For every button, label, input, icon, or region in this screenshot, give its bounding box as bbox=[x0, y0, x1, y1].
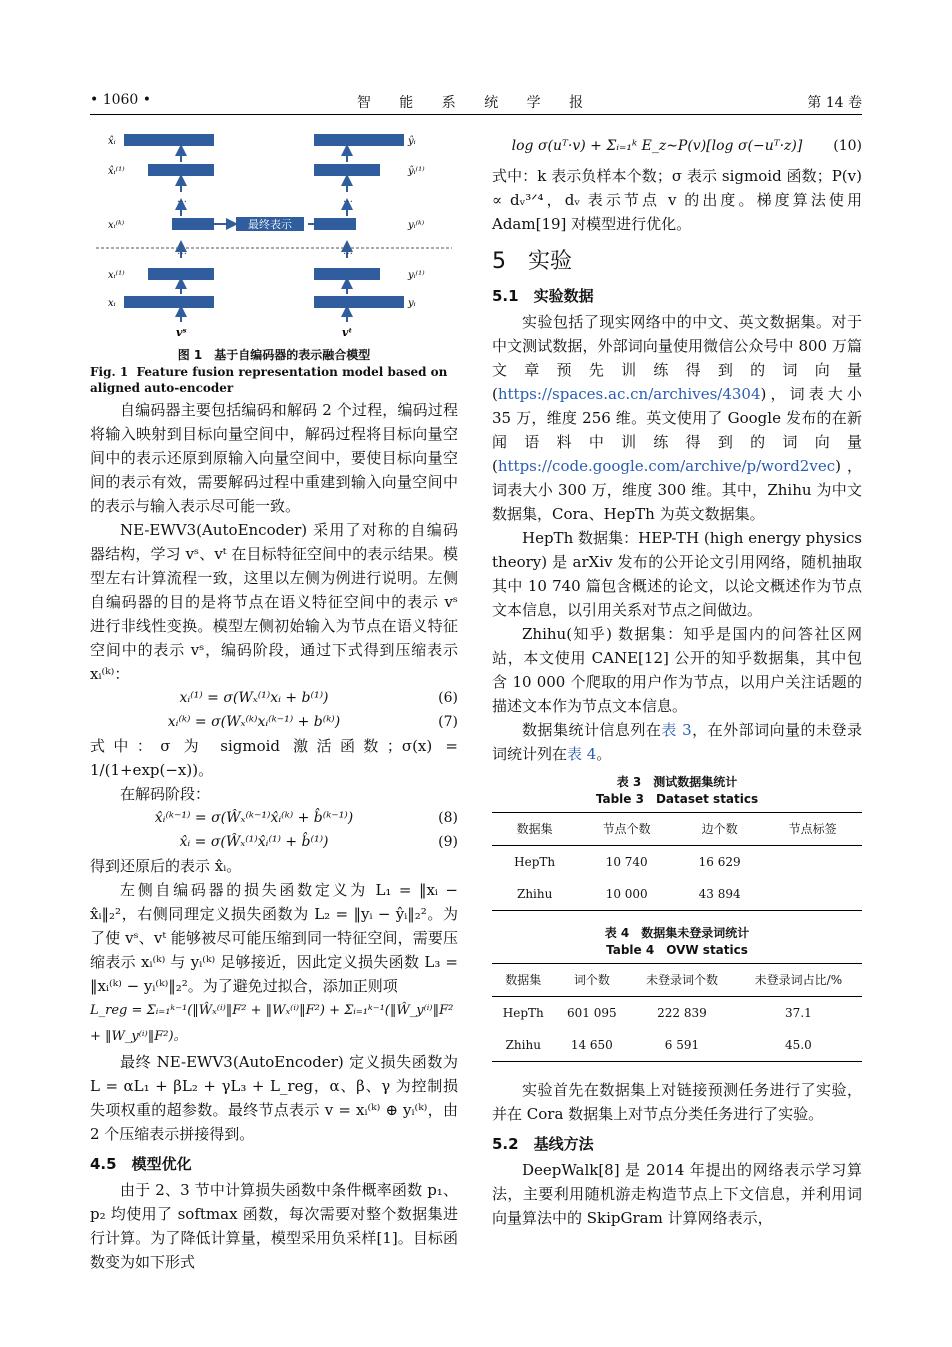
label-right-2: yᵢ⁽ᵏ⁾ bbox=[408, 220, 425, 231]
equation-6 bbox=[90, 686, 458, 710]
page-header bbox=[90, 92, 862, 110]
label-left-3: xᵢ⁽¹⁾ bbox=[108, 270, 125, 281]
left-column bbox=[90, 346, 458, 1274]
volume-label: 第 14 卷 bbox=[807, 95, 862, 111]
table-header: 边个数 bbox=[676, 813, 763, 846]
table-header: 词个数 bbox=[555, 964, 630, 997]
equation-text: x̂ᵢ = σ(Ŵₓ⁽¹⁾x̂ᵢ⁽¹⁾ + b̂⁽¹⁾) bbox=[179, 834, 329, 850]
header-rule bbox=[90, 114, 862, 115]
table-header-row bbox=[492, 964, 862, 997]
table-4-caption-en: Table 4 OVW statics bbox=[606, 943, 748, 957]
paragraph: 实验首先在数据集上对链接预测任务进行了实验，并在 Cora 数据集上对节点分类任务进行了实验。 bbox=[492, 1081, 862, 1123]
svg-text:…: … bbox=[343, 194, 353, 205]
paragraph: NE-EWV3(AutoEncoder) 采用了对称的自编码器结构，学习 vˢ、vᵗ 在目标特征空间中的表示结果。模型左右计算流程一致，这里以左侧为例进行说明。左侧自编码器的目的是将节点在语义特征空间中的表示 vˢ 进行非线性变换。模型左侧初始输入为节点在语义特征空间中的表示 vˢ，编码阶段，通过下式得到压缩表示 xᵢ⁽ᵏ⁾： bbox=[90, 521, 458, 683]
page-number: • 1060 • bbox=[90, 92, 152, 108]
equation-number: (8) bbox=[438, 810, 458, 826]
input-vt-label: vᵗ bbox=[342, 326, 353, 339]
table-header: 节点标签 bbox=[763, 813, 862, 846]
paragraph: HepTh 数据集：HEP-TH (high energy physics theory) 是 arXiv 发布的公开论文引用网络，随机抽取其中 10 740 篇包含概述的论文，以论文概述作为节点文本信息，以引用关系对节点之间做边。 bbox=[492, 529, 862, 619]
figure-label-en: Fig. 1 bbox=[90, 365, 129, 379]
journal-title: 智 能 系 统 学 报 bbox=[356, 95, 596, 111]
paragraph: 左侧自编码器的损失函数定义为 L₁ = ‖xᵢ − x̂ᵢ‖₂²，右侧同理定义损失函数为 L₂ = ‖yᵢ − ŷᵢ‖₂²。为了使 vˢ、vᵗ 能够被尽可能压缩到同一特征空间，需要压缩表示 xᵢ⁽ᵏ⁾ 与 yᵢ⁽ᵏ⁾ 足够接近，因此定义损失函数 L₃ = ‖xᵢ⁽ᵏ⁾ − yᵢ⁽ᵏ⁾‖₂²。为了避免过拟合，添加正则项 bbox=[90, 881, 458, 995]
table-cell: Zhihu bbox=[492, 1029, 555, 1062]
table-ref-link[interactable]: 表 3 bbox=[661, 721, 692, 739]
section-heading: 5.2 基线方法 bbox=[492, 1135, 594, 1153]
table-header: 数据集 bbox=[492, 813, 577, 846]
equation-number: (9) bbox=[438, 834, 458, 850]
equation-text: xᵢ⁽ᵏ⁾ = σ(Wₓ⁽ᵏ⁾xᵢ⁽ᵏ⁻¹⁾ + b⁽ᵏ⁾) bbox=[167, 714, 341, 730]
section-title: 5 实验 bbox=[492, 249, 572, 274]
table-cell: 16 629 bbox=[698, 855, 741, 869]
table-cell bbox=[763, 846, 862, 879]
section-heading: 5.1 实验数据 bbox=[492, 287, 594, 305]
paragraph: Zhihu(知乎) 数据集：知乎是国内的问答社区网站，本文使用 CANE[12] 公开的知乎数据集，其中包含 10 000 个爬取的用户作为节点，以用户关注话题的描述文本作为节点文本信息。 bbox=[492, 625, 862, 715]
table-4 bbox=[492, 963, 862, 1062]
label-right-1: ŷᵢ⁽¹⁾ bbox=[408, 166, 425, 177]
right-column bbox=[492, 128, 862, 1230]
table-row bbox=[492, 1029, 862, 1062]
text-run: 实验包括了现实网络中的中文、英文数据集。对于中文测试数据，外部词向量使用微信公众号中 800 万篇文章预先训练得到的词向量 ( bbox=[492, 313, 862, 403]
text-run: 。 bbox=[596, 745, 612, 763]
input-vs-label: vˢ bbox=[176, 326, 187, 339]
svg-text:…: … bbox=[177, 246, 187, 257]
table-3-caption-en: Table 3 Dataset statics bbox=[595, 792, 759, 806]
figure-1-diagram bbox=[96, 130, 452, 342]
table-cell: 37.1 bbox=[785, 1006, 812, 1020]
url-link[interactable]: https://spaces.ac.cn/archives/4304 bbox=[497, 385, 761, 403]
label-left-0: x̂ᵢ bbox=[108, 136, 116, 147]
equation-text: x̂ᵢ⁽ᵏ⁻¹⁾ = σ(Ŵₓ⁽ᵏ⁻¹⁾x̂ᵢ⁽ᵏ⁾ + b̂⁽ᵏ⁻¹⁾) bbox=[154, 810, 354, 826]
table-header: 未登录词个数 bbox=[629, 964, 735, 997]
paragraph: 自编码器主要包括编码和解码 2 个过程，编码过程将输入映射到目标向量空间中，解码过程将目标向量空间中的表示还原到原输入向量空间中，要使目标向量空间的表示有效，需要解码过程中重建到输入向量空间中的表示与输入表示尽可能一致。 bbox=[90, 401, 458, 515]
table-cell: 10 000 bbox=[577, 878, 676, 911]
label-right-4: yᵢ bbox=[408, 298, 416, 309]
paragraph: 得到还原后的表示 x̂ᵢ。 bbox=[90, 857, 242, 875]
paragraph: 式中：σ 为 sigmoid 激活函数；σ(x) = 1/(1+exp(−x))。 bbox=[90, 737, 458, 779]
table-cell: 6 591 bbox=[629, 1029, 735, 1062]
equation-text: xᵢ⁽¹⁾ = σ(Wₓ⁽¹⁾xᵢ + b⁽¹⁾) bbox=[179, 690, 329, 706]
svg-text:…: … bbox=[177, 194, 187, 205]
label-right-3: yᵢ⁽¹⁾ bbox=[408, 270, 425, 281]
table-row bbox=[492, 997, 862, 1030]
table-header: 节点个数 bbox=[577, 813, 676, 846]
label-left-1: x̂ᵢ⁽¹⁾ bbox=[108, 166, 125, 177]
paragraph: 由于 2、3 节中计算损失函数中条件概率函数 p₁、p₂ 均使用了 softmax 函数，每次需要对整个数据集进行计算。为了降低计算量，模型采用负采样[1]。目标函数变为如下形式 bbox=[90, 1181, 459, 1271]
equation-9 bbox=[90, 830, 458, 854]
table-header: 未登录词占比/% bbox=[735, 964, 862, 997]
table-header-row bbox=[492, 813, 862, 846]
label-left-4: xᵢ bbox=[108, 298, 116, 309]
label-right-0: ŷᵢ bbox=[408, 136, 416, 147]
table-cell: HepTh bbox=[502, 1006, 544, 1020]
table-cell: 601 095 bbox=[567, 1006, 617, 1020]
equation-10 bbox=[492, 128, 862, 164]
autoencoder-diagram bbox=[96, 130, 452, 342]
svg-text:…: … bbox=[343, 246, 353, 257]
equation-number: (6) bbox=[438, 690, 458, 706]
table-cell: HepTh bbox=[514, 855, 556, 869]
table-row bbox=[492, 846, 862, 879]
paragraph: 在解码阶段： bbox=[120, 785, 211, 803]
section-heading: 4.5 模型优化 bbox=[90, 1155, 192, 1173]
figure-title-en: Feature fusion representation model based on aligned auto-encoder bbox=[90, 365, 448, 395]
equation-7 bbox=[90, 710, 458, 734]
table-cell: 10 740 bbox=[605, 855, 648, 869]
table-ref-link[interactable]: 表 4 bbox=[567, 745, 597, 763]
equation-8 bbox=[90, 806, 458, 830]
table-4-caption-cn: 表 4 数据集未登录词统计 bbox=[604, 926, 750, 940]
table-header: 数据集 bbox=[492, 964, 555, 997]
text-run: ，在外部词向量的未登录词统计列在 bbox=[492, 721, 862, 763]
table-cell bbox=[763, 878, 862, 911]
equation-number: (7) bbox=[438, 714, 458, 730]
table-3 bbox=[492, 812, 862, 911]
table-cell: 222 839 bbox=[657, 1006, 707, 1020]
text-run: )，词表大小 300 万，维度 300 维。其中，Zhihu 为中文数据集，Cora、HepTh 为英文数据集。 bbox=[492, 457, 862, 523]
paragraph bbox=[492, 310, 862, 526]
table-cell: 45.0 bbox=[735, 1029, 862, 1062]
text-run: )，词表大小 35 万，维度 256 维。英文使用了 Google 发布的在新闻语料中训练得到的词向量 ( bbox=[492, 385, 862, 475]
fusion-label: 最终表示 bbox=[248, 218, 292, 231]
paragraph: DeepWalk[8] 是 2014 年提出的网络表示学习算法，主要利用随机游走构造节点上下文信息，并利用词向量算法中的 SkipGram 计算网络表示， bbox=[492, 1161, 862, 1227]
paragraph: 最终 NE-EWV3(AutoEncoder) 定义损失函数为 L = αL₁ + βL₂ + γL₃ + L_reg，α、β、γ 为控制损失项权重的超参数。最终节点表示 v = xᵢ⁽ᵏ⁾ ⊕ yᵢ⁽ᵏ⁾，由 2 个压缩表示拼接得到。 bbox=[90, 1053, 458, 1143]
paragraph bbox=[492, 718, 862, 766]
label-left-2: xᵢ⁽ᵏ⁾ bbox=[108, 220, 125, 231]
text-run: 数据集统计信息列在 bbox=[522, 721, 662, 739]
equation-number: (10) bbox=[833, 138, 862, 154]
table-3-caption-cn: 表 3 测试数据集统计 bbox=[616, 775, 738, 789]
figure-caption-en bbox=[90, 364, 458, 396]
url-link[interactable]: https://code.google.com/archive/p/word2vec bbox=[497, 457, 836, 475]
table-cell: 43 894 bbox=[676, 878, 763, 911]
paragraph: 式中：k 表示负样本个数；σ 表示 sigmoid 函数；P(v) ∝ dᵥ³ᐟ⁴，dᵥ 表示节点 v 的出度。梯度算法使用 Adam[19] 对模型进行优化。 bbox=[492, 167, 862, 233]
table-row bbox=[492, 878, 862, 911]
table-cell: Zhihu bbox=[492, 878, 577, 911]
equation-text: log σ(uᵀ·v) + Σᵢ₌₁ᵏ E_z∼P(v)[log σ(−uᵀ·z)] bbox=[511, 138, 803, 154]
figure-caption-cn: 图 1 基于自编码器的表示融合模型 bbox=[177, 348, 371, 362]
table-cell: 14 650 bbox=[555, 1029, 630, 1062]
regularization-equation: L_reg = Σᵢ₌₁ᵏ⁻¹(‖Ŵₓ⁽ⁱ⁾‖F² + ‖Wₓ⁽ⁱ⁾‖F²) + Σᵢ₌₁ᵏ⁻¹(‖Ŵ_y⁽ⁱ⁾‖F² + ‖W_y⁽ⁱ⁾‖F²)。 bbox=[90, 1003, 454, 1044]
